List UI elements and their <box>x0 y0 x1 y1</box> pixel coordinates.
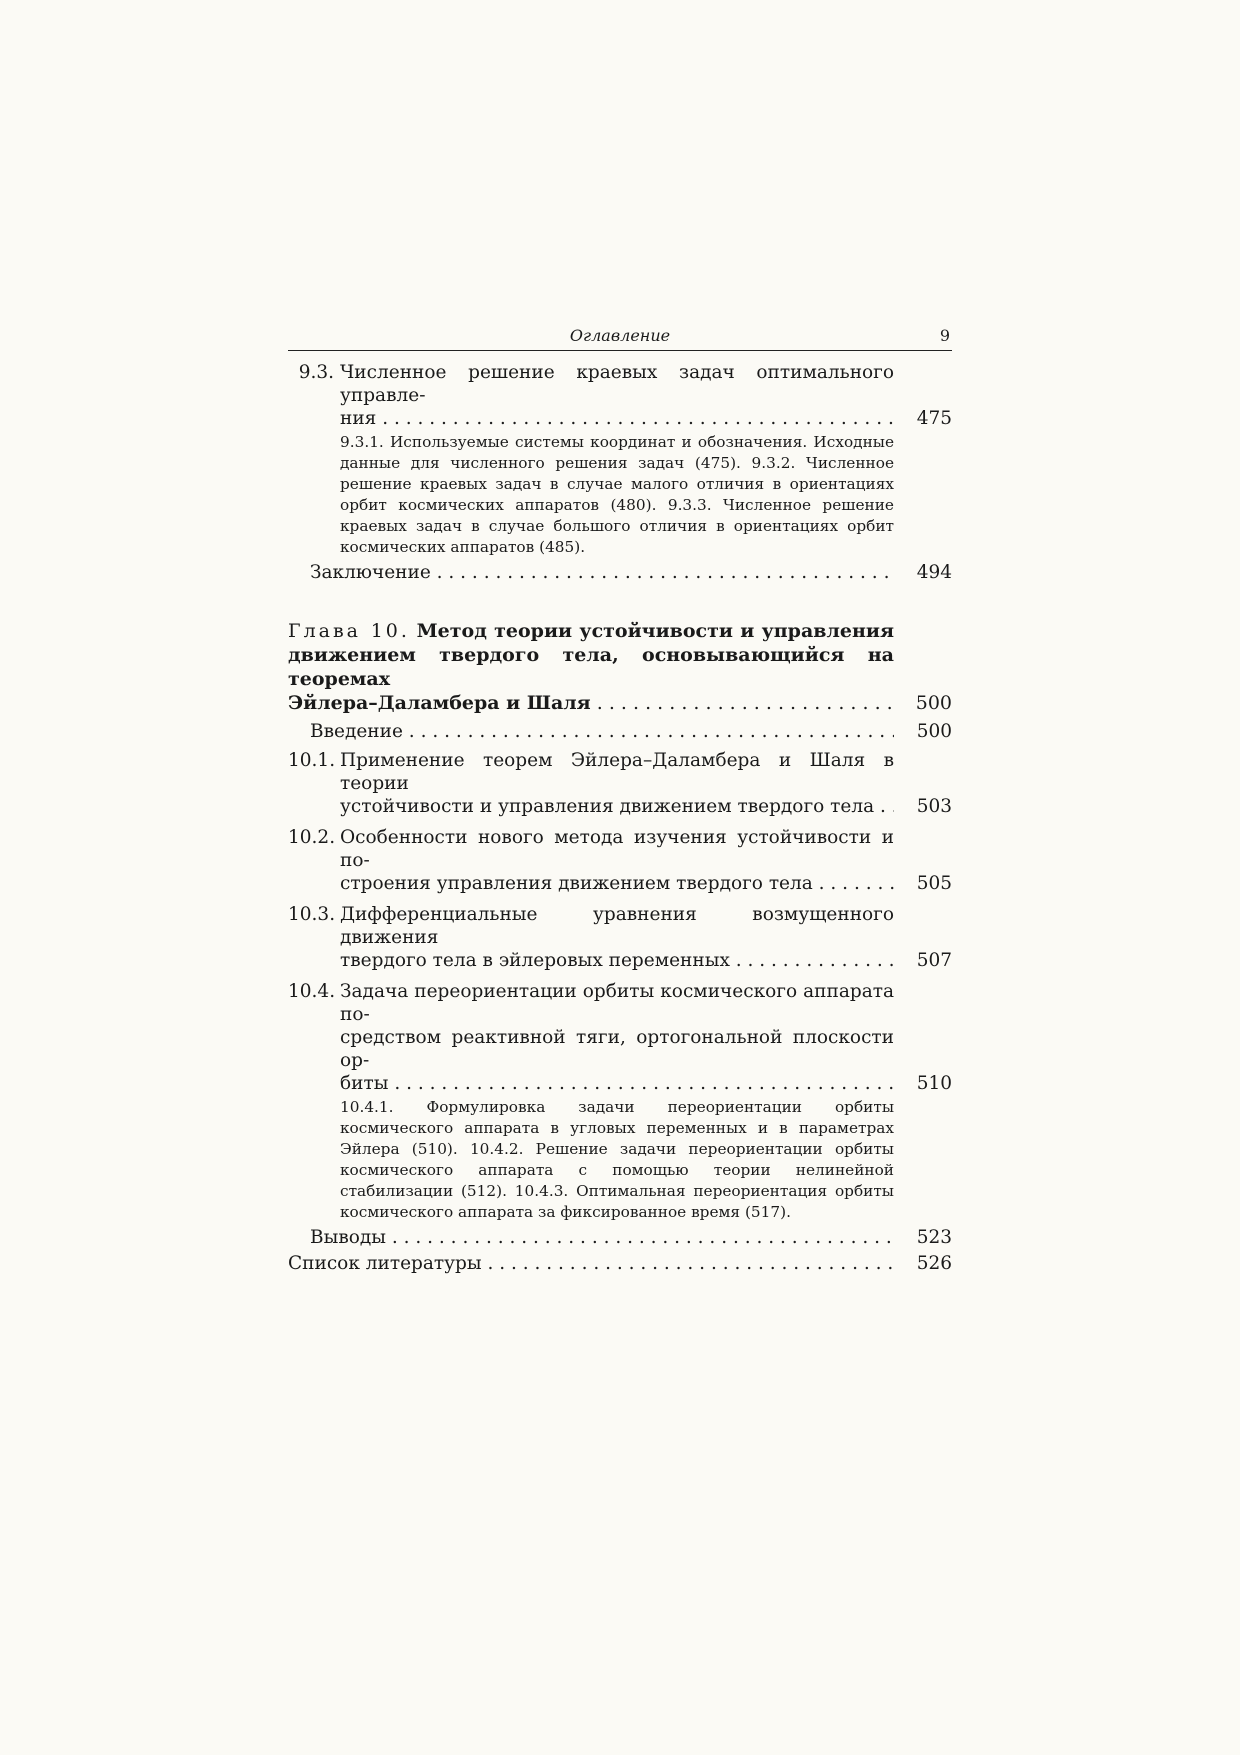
toc-chapter-10[interactable] <box>288 619 952 715</box>
entry-title: Список литературы <box>288 1253 482 1274</box>
entry-title: Заключение <box>310 562 431 583</box>
entry-number: 10.2. <box>288 827 336 848</box>
entry-title: Применение теорем Эйлера–Даламбера и Шаля в теории <box>340 750 894 794</box>
subsections: 9.3.1. Используемые системы координат и обозначения. Исходные данные для численного решения задач (475). 9.3.2. Численное решение краевых задач в случае малого отличия в ориентациях орбит космических аппаратов (480). 9.3.3. Численное решение краевых задач в случае большого отличия в ориентациях орбит космических аппаратов (485). <box>340 433 894 556</box>
entry-number: 10.4. <box>288 981 336 1002</box>
entry-title-cont: твердого тела в эйлеровых переменных <box>340 950 730 971</box>
entry-number: 10.3. <box>288 904 336 925</box>
toc-page <box>288 326 952 1275</box>
entry-title: Выводы <box>310 1227 386 1248</box>
entry-page: 475 <box>916 408 952 429</box>
toc-entry-references[interactable] <box>288 1252 952 1275</box>
running-head-title: Оглавление <box>569 326 671 345</box>
entry-title: Численное решение краевых задач оптимального управле- <box>340 362 894 406</box>
subsections: 10.4.1. Формулировка задачи переориентации орбиты космического аппарата в угловых переменных и в параметрах Эйлера (510). 10.4.2. Решение задачи переориентации орбиты космического аппарата с помощью теории нелинейной стабилизации (512). 10.4.3. Оптимальная переориентация орбиты космического аппарата за фиксированное время (517). <box>340 1098 894 1221</box>
chapter-title-end: Эйлера–Даламбера и Шаля <box>288 692 591 714</box>
entry-title: Дифференциальные уравнения возмущенного движения <box>340 904 894 948</box>
toc-entry-10-3[interactable] <box>288 903 952 972</box>
chapter-title: Метод теории устойчивости и управления <box>416 620 894 642</box>
entry-number: 9.3. <box>298 362 334 383</box>
entry-title: Особенности нового метода изучения устойчивости и по- <box>340 827 894 871</box>
entry-page: 505 <box>916 873 952 894</box>
entry-page: 510 <box>916 1073 952 1094</box>
entry-page: 507 <box>916 950 952 971</box>
entry-number: 10.1. <box>288 750 336 771</box>
entry-title-cont: устойчивости и управления движением твердого тела <box>340 796 875 817</box>
toc-entry-10-1[interactable] <box>288 749 952 818</box>
entry-page: 500 <box>916 721 952 742</box>
entry-title-cont: ния <box>340 408 377 429</box>
entry-title-cont: строения управления движением твердого тела <box>340 873 813 894</box>
entry-page: 523 <box>916 1227 952 1248</box>
entry-title: Введение <box>310 721 403 742</box>
entry-page: 494 <box>916 562 952 583</box>
entry-title: Задача переориентации орбиты космического аппарата по- <box>340 981 894 1025</box>
chapter-label: Глава 10. <box>288 620 410 642</box>
entry-page: 503 <box>916 796 952 817</box>
page-number: 9 <box>939 326 950 345</box>
toc-entry-intro[interactable] <box>288 720 952 743</box>
toc-entry-conclusions[interactable] <box>288 1226 952 1249</box>
entry-title-end: биты <box>340 1073 389 1094</box>
toc-entry-conclusion[interactable] <box>288 561 952 584</box>
toc-entry-10-2[interactable] <box>288 826 952 895</box>
entry-title-cont: средством реактивной тяги, ортогональной плоскости ор- <box>340 1027 894 1071</box>
chapter-title-cont: движением твердого тела, основывающийся на теоремах <box>288 644 894 690</box>
entry-page: 500 <box>915 692 952 714</box>
toc-entry-9-3[interactable] <box>288 361 952 558</box>
entry-page: 526 <box>916 1253 952 1274</box>
running-head <box>288 326 952 351</box>
toc-entry-10-4[interactable] <box>288 980 952 1223</box>
